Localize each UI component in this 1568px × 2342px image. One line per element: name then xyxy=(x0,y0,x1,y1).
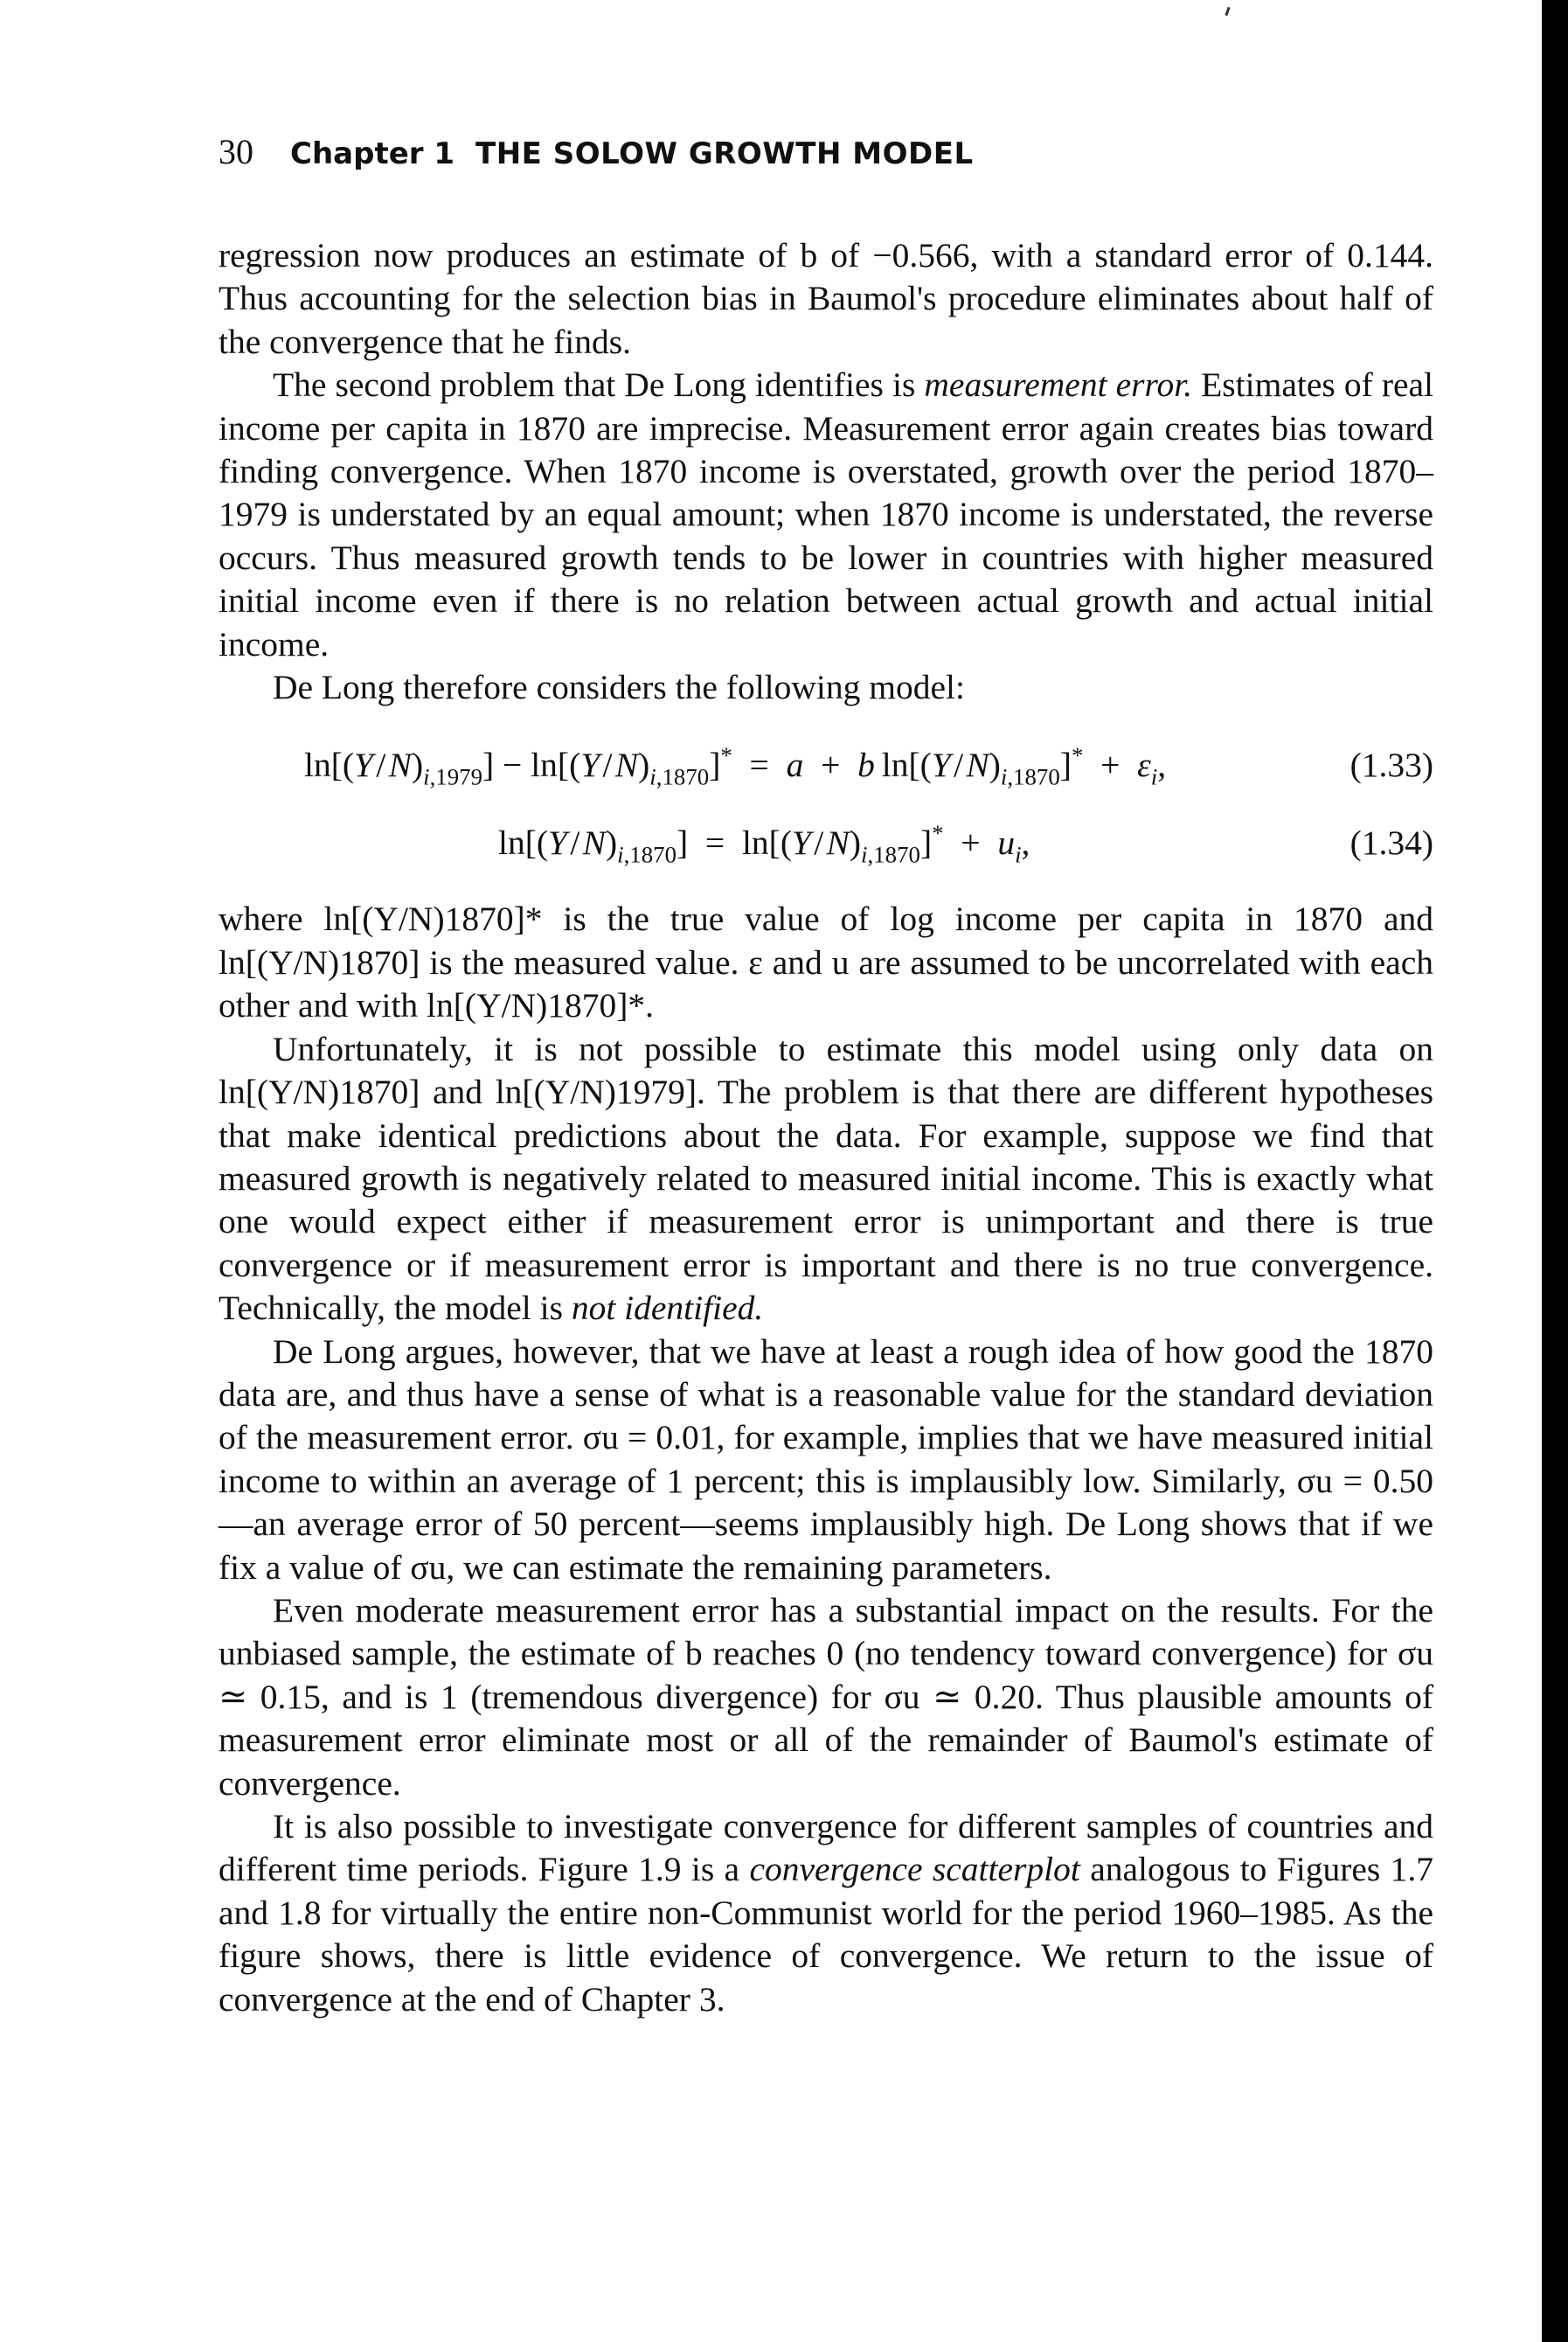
paragraph-2-start: The second problem that De Long identifies is xyxy=(273,365,925,405)
equation-1-33-number: (1.33) xyxy=(1349,746,1433,785)
equation-1-33 xyxy=(219,742,1433,790)
paragraph-8-start: It is also possible to investigate convergence for different samples of countries and different time periods. Figure 1.9 is a xyxy=(219,1807,1433,1889)
paragraph-1: regression now produces an estimate of b of −0.566, with a standard error of 0.144. Thus accounting for the selection bias in Baumol's procedure eliminates about half of the convergence that he finds. xyxy=(219,236,1433,361)
equation-1-34-body: ln[(Y / $N)_{i,1870}] = \ln[(Y$ / $N)_{i,1870}]^* + u_i$, xyxy=(498,820,1030,868)
scan-mark xyxy=(1225,7,1230,16)
paragraph-2-end: Estimates of real income per capita in 1870 are imprecise. Measurement error again creates bias toward finding convergence. When 1870 income is overstated, growth over the period 1870–1979 is understated by an equal amount; when 1870 income is understated, the reverse occurs. Thus measured growth tends to be lower in countries with higher measured initial income even if there is no relation between actual growth and actual initial income. xyxy=(219,365,1434,664)
paragraph-5-start: Unfortunately, it is not possible to estimate this model using only data on ln[(Y/N)1870] and ln[(Y/N)1979]. The problem is that there are different hypotheses that make identical predictions about the data. For example, suppose we find that measured growth is negatively related to measured initial income. This is exactly what one would expect either if measurement error is unimportant and there is true convergence or if measurement error is important and there is no true convergence. Technically, the model is xyxy=(219,1029,1433,1328)
paragraph-8-emphasis: convergence scatterplot xyxy=(749,1850,1080,1889)
equation-1-34 xyxy=(219,820,1433,868)
paragraph-3: De Long therefore considers the following model: xyxy=(273,668,965,707)
paragraph-5 xyxy=(219,1028,1433,1331)
paragraph-4: where ln[(Y/N)1870]* is the true value of log income per capita in 1870 and ln[(Y/N)1870] is the measured value. ε and u are assumed to be uncorrelated with each other and with ln[(Y/N)1870]*. xyxy=(219,900,1433,1025)
paragraph-2 xyxy=(219,364,1433,666)
paragraph-8 xyxy=(219,1805,1433,2021)
paragraph-7: Even moderate measurement error has a substantial impact on the results. For the unbiased sample, the estimate of b reaches 0 (no tendency toward convergence) for σu ≃ 0.15, and is 1 (tremendous divergence) for σu ≃ 0.20. Thus plausible amounts of measurement error eliminate most or all of the remainder of Baumol's estimate of convergence. xyxy=(219,1590,1433,1803)
paragraph-8-end: analogous to Figures 1.7 and 1.8 for virtually the entire non-Communist world for the period 1960–1985. As the figure shows, there is little evidence of convergence. We return to the issue of convergence at the end of Chapter 3. xyxy=(219,1850,1433,2019)
paragraph-2-emphasis: measurement error. xyxy=(924,365,1193,405)
chapter-title: THE SOLOW GROWTH MODEL xyxy=(475,136,974,171)
body-text xyxy=(219,234,1433,2021)
running-header xyxy=(219,131,974,184)
scan-edge-border xyxy=(1542,0,1568,2342)
paragraph-6: De Long argues, however, that we have at least a rough idea of how good the 1870 data are, and thus have a sense of what is a reasonable value for the standard deviation of the measurement error. σu = 0.01, for example, implies that we have measured initial income to within an average of 1 percent; this is implausibly low. Similarly, σu = 0.50—an average error of 50 percent—seems implausibly high. De Long shows that if we fix a value of σu, we can estimate the remaining parameters. xyxy=(219,1331,1433,1587)
chapter-label: Chapter 1 xyxy=(290,136,455,171)
equation-1-33-body: ln[(Y / $N)_{i,1979}] - \ln[(Y$ / $N)_{i,1870}]^* = a + b$ ln[(Y / $N)_{i,1870}]^* + \varepsilon_i$, xyxy=(304,742,1167,790)
page-number: 30 xyxy=(219,132,253,171)
paragraph-5-emphasis: not identified. xyxy=(571,1289,764,1328)
equation-1-34-number: (1.34) xyxy=(1349,824,1433,863)
